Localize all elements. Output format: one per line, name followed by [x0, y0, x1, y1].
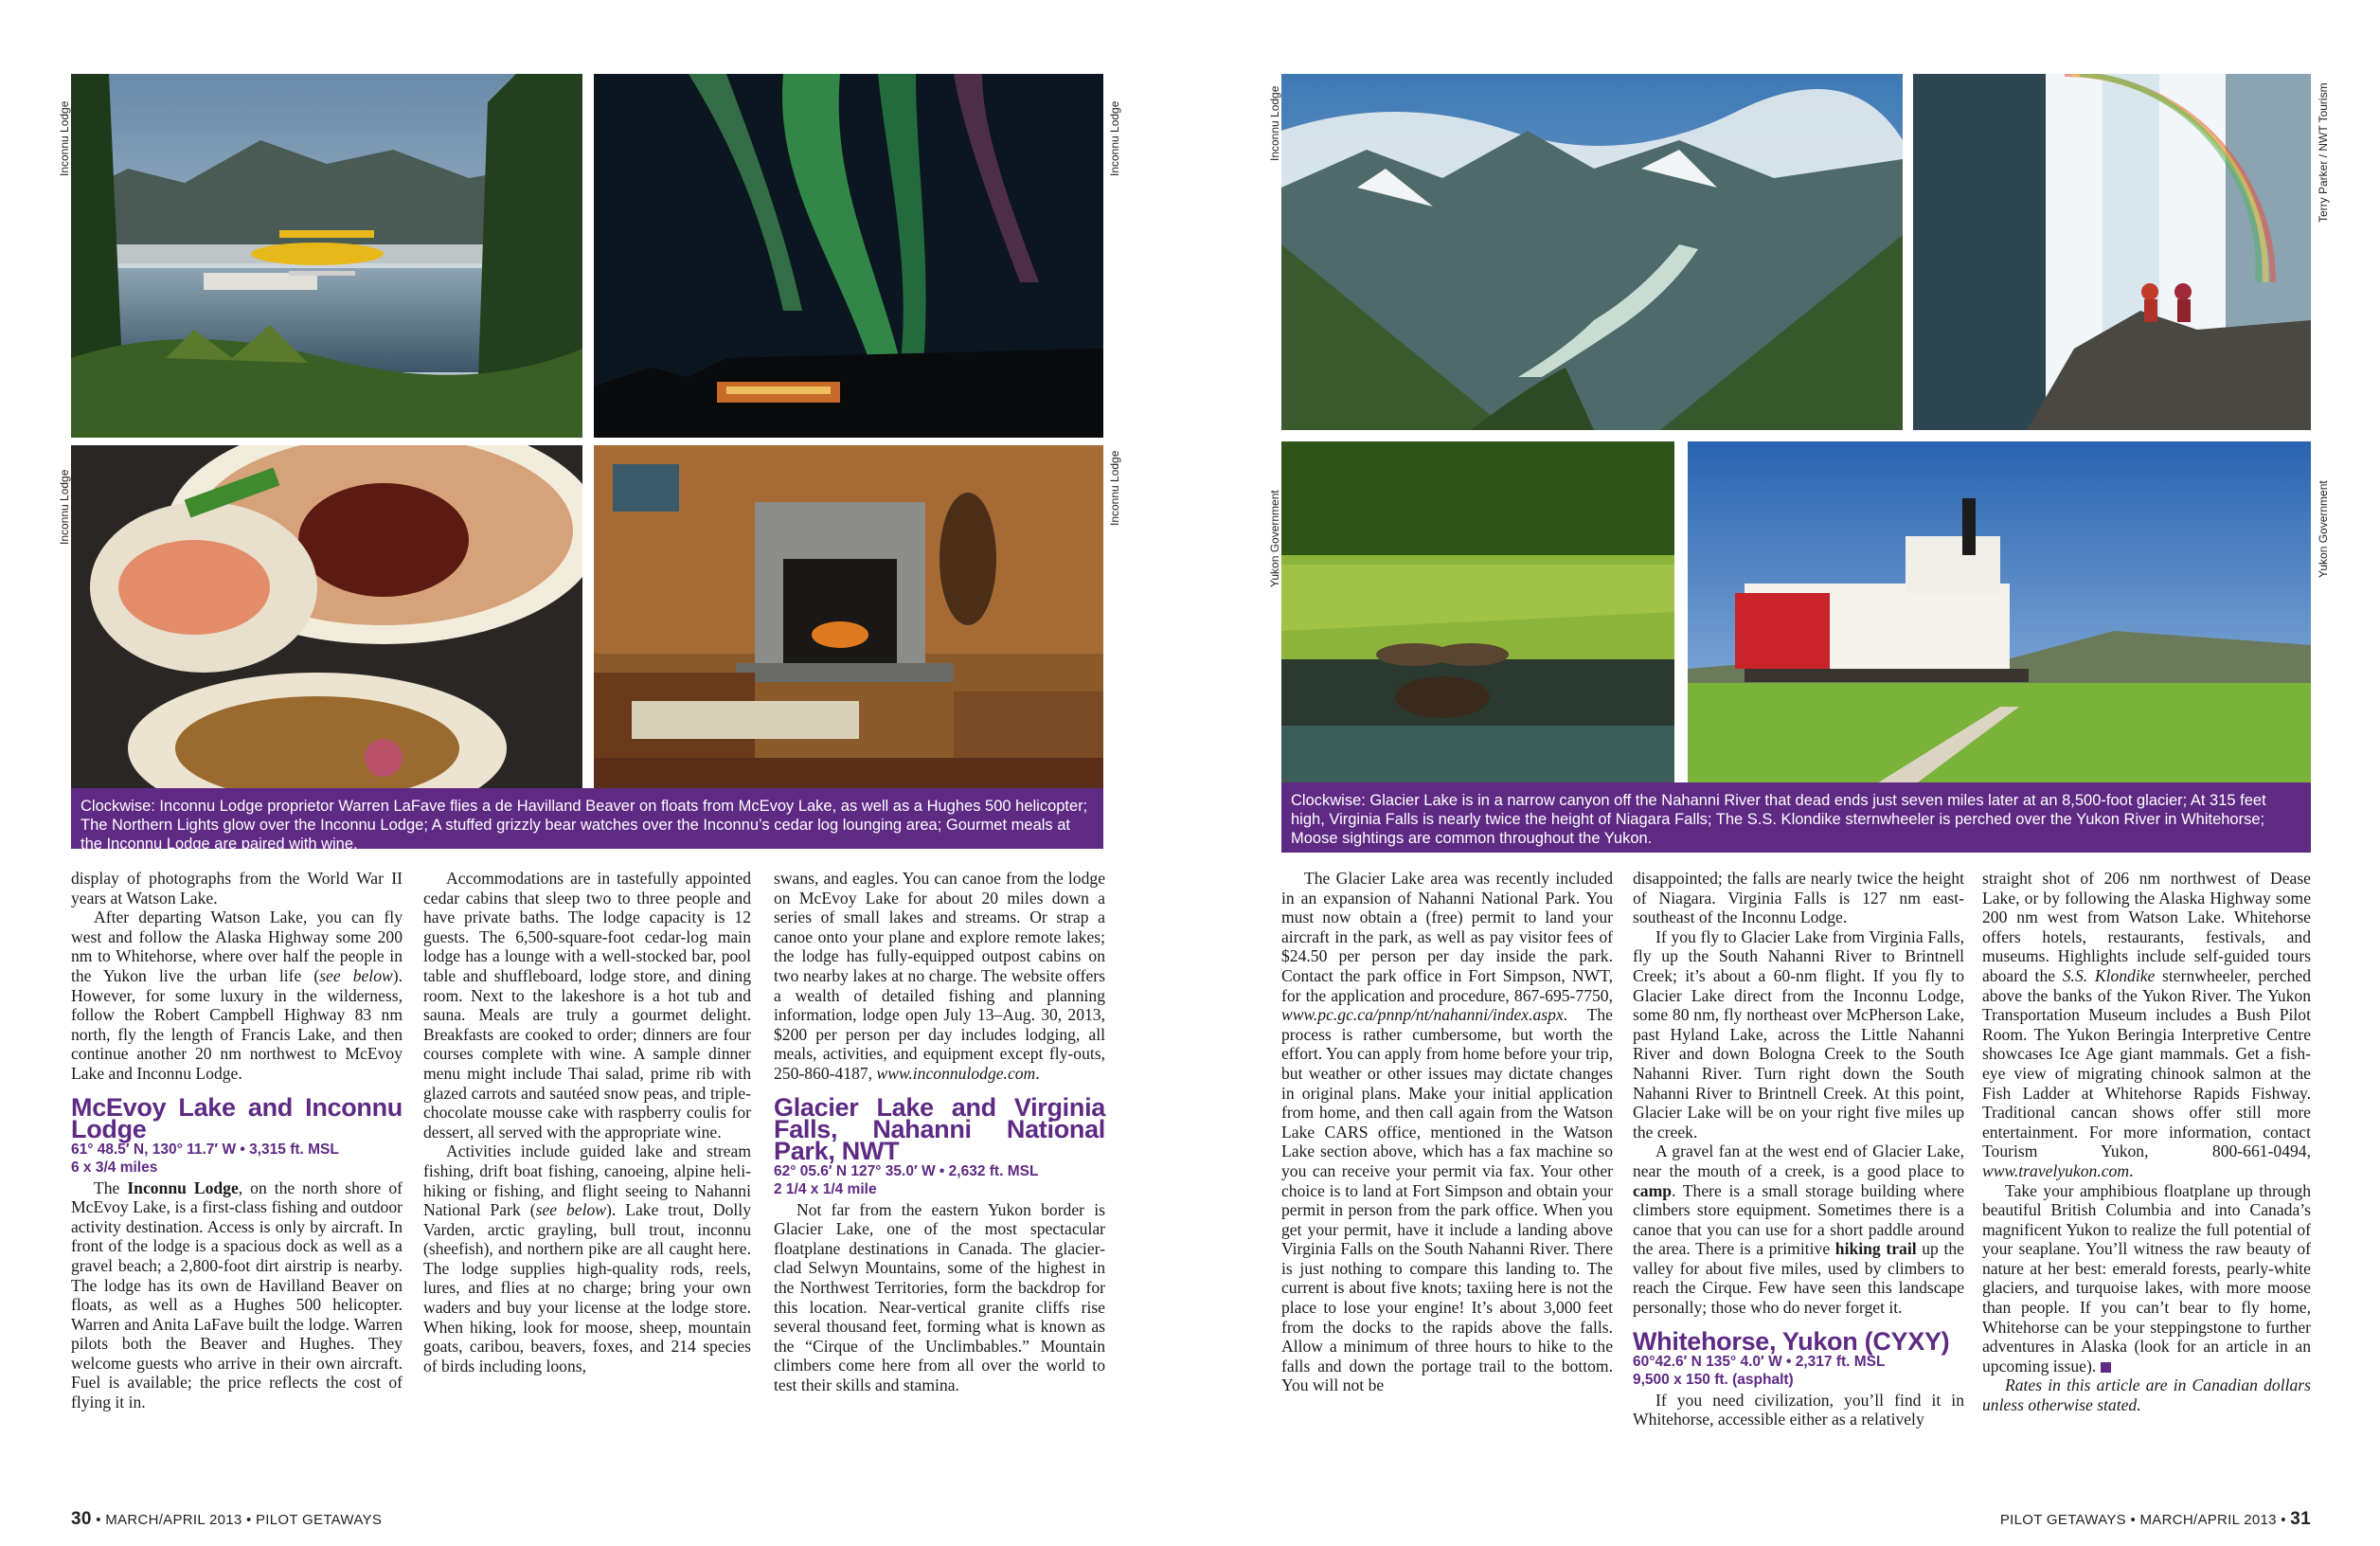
page-number: 30 — [71, 1509, 92, 1529]
photo-credit: Terry Parker / NWT Tourism — [2317, 82, 2330, 223]
glacier-lake-photo — [1281, 74, 1903, 430]
photo-credit: Yukon Government — [1268, 490, 1281, 587]
text-column-3 — [774, 869, 1105, 1394]
photo-credit: Inconnu Lodge — [58, 469, 71, 545]
paragraph: After departing Watson Lake, you can fly west and follow the Alaska Highway some 200 nm to Whitehorse, where over half the people in the Yukon live the urban life (see below). However, for some luxury in the wilderness, follow the Robert Campbell Highway 83 nm north, fly the length of Francis Lake, and then continue another 20 nm northwest to McEvoy Lake and Inconnu Lodge. — [71, 908, 403, 1083]
text-column-6 — [1982, 869, 2311, 1415]
section-heading: McEvoy Lake and Inconnu Lodge — [71, 1092, 403, 1143]
paragraph: If you fly to Glacier Lake from Virginia Falls, fly up the South Nahanni River to Brintnell Creek; it’s about a 60-nm flight. If you fly to Glacier Lake direct from the Inconnu Lodge, some 80 nm, fly northeast over McPherson Lake, past Hyland Lake, across the Little Nahanni River and down Bologna Creek to the South Nahanni River. Turn right down the South Nahanni River to Brintnell Creek. At this point, Glacier Lake will be on your right five miles up the creek. — [1633, 926, 1964, 1142]
text-column-4 — [1281, 869, 1613, 1395]
paragraph: disappointed; the falls are nearly twice the height of Niagara. Virginia Falls is 127 nm east-southeast of the Inconnu Lodge. — [1633, 869, 1964, 927]
paragraph: swans, and eagles. You can canoe from the lodge on McEvoy Lake for about 20 miles down a series of small lakes and streams. Or strap a canoe onto your plane and explore remote lakes; the lodge has fully-equipped outpost cabins on two nearby lakes at no charge. The website offers a wealth of detailed fishing and planning information, lodge open July 13–Aug. 30, 2013, $200 per person per day includes lodging, all meals, activities, and equipment except fly-outs, 250-860-4187, www.inconnulodge.com. — [774, 869, 1105, 1083]
text-column-2 — [423, 869, 751, 1375]
section-heading: Glacier Lake and Virginia Falls, Nahanni National Park, NWT — [774, 1092, 1105, 1165]
lodge-interior-photo — [594, 445, 1103, 809]
left-photo-caption: Clockwise: Inconnu Lodge proprietor Warren LaFave flies a de Havilland Beaver on floats from McEvoy Lake, as well as a Hughes 500 helicopter; The Northern Lights glow over the Inconnu Lodge; A stuffed grizzly bear watches over the Inconnu’s cedar log lounging area; Gourmet meals at the Inconnu Lodge are paired with wine. — [71, 788, 1103, 849]
paragraph: If you need civilization, you’ll find it in Whitehorse, accessible either as a relatively — [1633, 1390, 1964, 1429]
paragraph: Accommodations are in tastefully appointed cedar cabins that sleep two to three people and have private baths. The lodge capacity is 12 guests. The 6,500-square-foot cedar-log main lodge has a lounge with a well-stocked bar, pool table and shuffleboard, lodge store, and dining room. Next to the lakeshore is a hot tub and sauna. Meals are truly a gourmet delight. Breakfasts are cooked to order; dinners are four courses complete with wine. A sample dinner menu might include Thai salad, prime rib with glazed carrots and sautéed snow peas, and triple-chocolate mousse cake with raspberry coulis for dessert, all served with the appropriate wine. — [423, 869, 751, 1142]
page-number: 31 — [2290, 1509, 2311, 1529]
end-of-article-mark — [2101, 1362, 2111, 1373]
location-coordinates: 62° 05.6′ N 127° 35.0′ W • 2,632 ft. MSL — [774, 1162, 1039, 1179]
lake-size: 6 x 3/4 miles — [71, 1159, 158, 1176]
photo-credit: Inconnu Lodge — [1108, 100, 1121, 176]
footer-text: PILOT GETAWAYS • MARCH/APRIL 2013 • — [1999, 1512, 2286, 1528]
northern-lights-photo — [594, 74, 1103, 438]
photo-credit: Inconnu Lodge — [1268, 85, 1281, 161]
paragraph: Rates in this article are in Canadian dollars unless otherwise stated. — [1982, 1375, 2311, 1415]
paragraph: Activities include guided lake and stream fishing, drift boat fishing, canoeing, alpine heli-hiking or fishing, and flight seeing to Nahanni National Park (see below). Lake trout, Dolly Varden, arctic grayling, bull trout, inconnu (sheefish), and northern pike are all caught here. The lodge supplies high-quality rods, reels, lures, and flies at no charge; bring your own waders and buy your license at the lodge store. When hiking, look for moose, sheep, mountain goats, caribou, beavers, foxes, and 214 species of birds including loons, — [423, 1142, 751, 1375]
location-coordinates: 60°42.6′ N 135° 4.0′ W • 2,317 ft. MSL — [1633, 1353, 1886, 1370]
paragraph: display of photographs from the World War II years at Watson Lake. — [71, 869, 403, 908]
ss-klondike-photo — [1688, 441, 2311, 813]
text-column-1 — [71, 869, 403, 1412]
floatplane-photo — [71, 74, 582, 438]
paragraph: The Glacier Lake area was recently included in an expansion of Nahanni National Park. You must now obtain a (free) permit to land your aircraft in the park, as well as pay visitor fees of $24.50 per person per day inside the park. Contact the park office in Fort Simpson, NWT, for the application and procedure, 867-695-7750, www.pc.gc.ca/pnnp/nt/nahanni/index.aspx. The process is rather cumbersome, but worth the effort. You can apply from home before your trip, but weather or other issues may dictate changes in original plans. Make your initial application from home, and then call again from the Watson Lake CARS office, mentioned in the Watson Lake section above, which has a fax machine so you can receive your permit via fax. Your other choice is to land at Fort Simpson and obtain your permit in person from the park office. When you get your permit, have it include a landing above Virginia Falls on the South Nahanni River. There is just nothing to compare this landing to. The current is about five knots; taxiing here is not the place to lose your engine! It’s about 3,000 feet from the docks to the rapids above the falls. Allow a minimum of three hours to hike to the falls and down the portage trail to the bottom. You will not be — [1281, 869, 1613, 1395]
virginia-falls-photo — [1913, 74, 2311, 430]
text-column-5 — [1633, 869, 1964, 1429]
section-heading: Whitehorse, Yukon (CYXY) — [1633, 1326, 1950, 1356]
paragraph: A gravel fan at the west end of Glacier Lake, near the mouth of a creek, is a good place to camp. There is a small storage building where climbers store equipment. Sometimes there is a canoe that you can use for a short paddle around the area. There is a primitive hiking trail up the valley for about five miles, used by climbers to reach the Cirque. Few have seen this landscape personally; those who do never forget it. — [1633, 1142, 1964, 1318]
paragraph: Take your amphibious floatplane up through beautiful British Columbia and into Canada’s magnificent Yukon to realize the full potential of your seaplane. You’ll witness the raw beauty of nature at her best: emerald forests, pearly-white glaciers, and turquoise lakes, with more moose than people. If you can’t bear to fly home, Whitehorse can be your steppingstone to further adventures in Alaska (look for an article in an upcoming issue). — [1982, 1180, 2311, 1375]
photo-credit: Inconnu Lodge — [58, 100, 71, 176]
gourmet-meal-photo — [71, 445, 582, 809]
moose-photo — [1281, 441, 1674, 813]
right-photo-caption: Clockwise: Glacier Lake is in a narrow canyon off the Nahanni River that dead ends just seven miles later at an 8,500-foot glacier; At 315 feet high, Virginia Falls is nearly twice the height of Niagara Falls; The S.S. Klondike sternwheeler is perched over the Yukon River in Whitehorse; Moose sightings are common throughout the Yukon. — [1281, 782, 2311, 853]
left-page-footer — [71, 1509, 382, 1530]
paragraph: The Inconnu Lodge, on the north shore of McEvoy Lake, is a first-class fishing and outdoor activity destination. Access is only by aircraft. In front of the lodge is a spacious dock as well as a gravel beach; a 2,800-foot dirt airstrip is nearby. The lodge has its own de Havilland Beaver on floats, as well as a Hughes 500 helicopter. Warren and Anita LaFave built the lodge. Warren pilots both the Beaver and Hughes. They welcome guests who arrive in their own aircraft. Fuel is available; the price reflects the cost of flying it in. — [71, 1177, 403, 1412]
photo-credit: Inconnu Lodge — [1108, 450, 1121, 526]
lake-size: 2 1/4 x 1/4 mile — [774, 1180, 877, 1197]
location-coordinates: 61° 48.5′ N, 130° 11.7′ W • 3,315 ft. MSL — [71, 1141, 339, 1158]
photo-credit: Yukon Government — [2317, 480, 2330, 578]
paragraph: straight shot of 206 nm northwest of Dease Lake, or by following the Alaska Highway some 200 nm west from Watson Lake. Whitehorse offers hotels, restaurants, festivals, and museums. Highlights include self-guided tours aboard the S.S. Klondike sternwheeler, perched above the banks of the Yukon River. The Yukon Transportation Museum includes a Bush Pilot Room. The Yukon Beringia Interpretive Centre showcases Ice Age giant mammals. Get a fish-eye view of migrating chinook salmon at the Fish Ladder at Whitehorse Rapids Fishway. Traditional cancan shows offer still more entertainment. For more information, contact Tourism Yukon, 800-661-0494, www.travelyukon.com. — [1982, 869, 2311, 1180]
footer-text: • MARCH/APRIL 2013 • PILOT GETAWAYS — [96, 1512, 383, 1528]
paragraph: Not far from the eastern Yukon border is Glacier Lake, one of the most spectacular floatplane destinations in Canada. The glacier-clad Selwyn Mountains, some of the highest in the Northwest Territories, form the backdrop for this location. Near-vertical granite cliffs rise several thousand feet, forming what is known as the “Cirque of the Unclimbables.” Mountain climbers come here from all over the world to test their skills and stamina. — [774, 1199, 1105, 1394]
runway-size: 9,500 x 150 ft. (asphalt) — [1633, 1371, 1794, 1388]
right-page-footer — [2000, 1509, 2311, 1530]
